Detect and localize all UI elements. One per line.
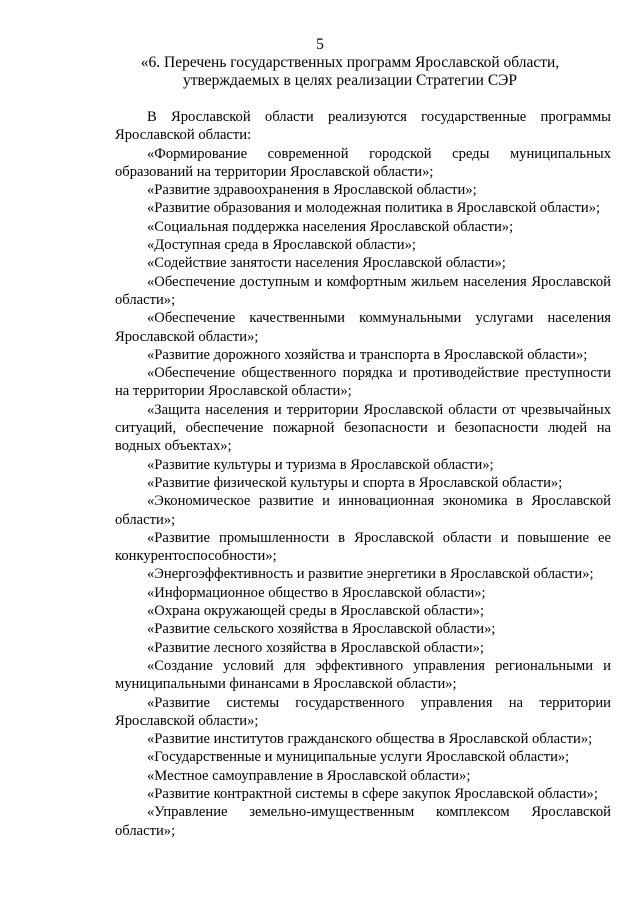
program-item: «Развитие сельского хозяйства в Ярославской области»; <box>147 621 496 638</box>
program-item: «Развитие физической культуры и спорта в Ярославской области»; <box>147 474 563 491</box>
program-item: «Обеспечение качественными коммунальными услугами населения Ярославской области»; <box>115 310 611 345</box>
program-item: «Развитие культуры и туризма в Ярославской области»; <box>147 456 494 473</box>
program-item: «Развитие институтов гражданского общества в Ярославской области»; <box>147 731 593 748</box>
program-item: «Развитие лесного хозяйства в Ярославской области»; <box>147 639 484 656</box>
program-item: «Развитие контрактной системы в сфере закупок Ярославской области»; <box>147 785 598 802</box>
program-item: «Охрана окружающей среды в Ярославской области»; <box>147 603 485 620</box>
program-item: «Защита населения и территории Ярославской области от чрезвычайных ситуаций, обеспечение пожарной безопасности и безопасности людей на водных объектах»; <box>115 401 611 455</box>
program-item: «Государственные и муниципальные услуги Ярославской области»; <box>147 749 570 766</box>
program-item: «Развитие промышленности в Ярославской области и повышение ее конкурентоспособности»; <box>115 529 611 565</box>
program-item: «Социальная поддержка населения Ярославской области»; <box>147 218 514 235</box>
program-item: «Создание условий для эффективного управления региональными и муниципальными финансами в Ярославской области»; <box>115 657 611 693</box>
page-number: 5 <box>316 36 324 53</box>
program-item: «Управление земельно-имущественным комплексом Ярославской области»; <box>115 804 611 839</box>
program-item: «Развитие образования и молодежная политика в Ярославской области»; <box>147 200 601 217</box>
program-item: «Доступная среда в Ярославской области»; <box>147 237 416 254</box>
body-text <box>115 108 611 840</box>
heading-line-1: «6. Перечень государственных программ Ярославской области, <box>140 54 560 71</box>
section-heading <box>100 54 600 90</box>
program-item: «Развитие системы государственного управления на территории Ярославской области»; <box>115 694 611 729</box>
program-item: «Обеспечение доступным и комфортным жильем населения Ярославской области»; <box>115 273 611 308</box>
program-item: «Местное самоуправление в Ярославской области»; <box>147 767 471 784</box>
program-item: «Информационное общество в Ярославской области»; <box>147 584 486 601</box>
heading-line-2: утверждаемых в целях реализации Стратегии СЭР <box>182 72 518 89</box>
program-item: «Содействие занятости населения Ярославской области»; <box>147 255 506 272</box>
program-item: «Обеспечение общественного порядка и противодействие преступности на территории Ярославской области»; <box>115 365 611 400</box>
program-item: «Энергоэффективность и развитие энергетики в Ярославской области»; <box>147 566 594 583</box>
program-item: «Развитие дорожного хозяйства и транспорта в Ярославской области»; <box>147 346 588 363</box>
program-item: «Развитие здравоохранения в Ярославской области»; <box>147 182 477 199</box>
program-item: «Экономическое развитие и инновационная экономика в Ярославской области»; <box>115 493 611 528</box>
intro-paragraph: В Ярославской области реализуются государственные программы Ярославской области: <box>115 109 611 144</box>
program-item: «Формирование современной городской среды муниципальных образований на территории Ярославской области»; <box>115 145 611 180</box>
